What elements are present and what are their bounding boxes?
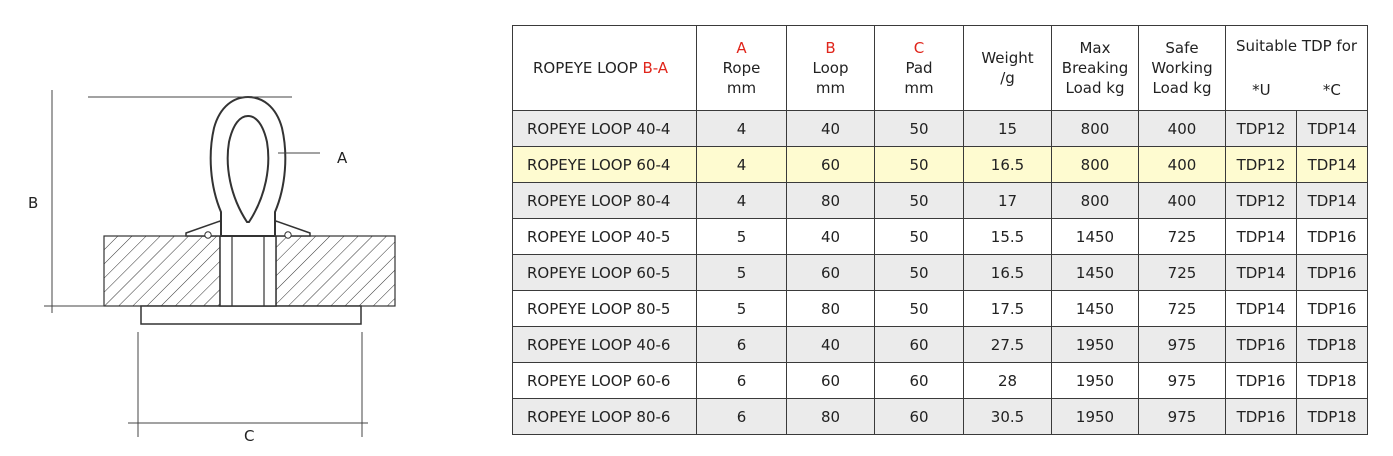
cell-pad: 50 bbox=[875, 219, 964, 255]
cell-model: ROPEYE LOOP 80-5 bbox=[513, 291, 697, 327]
cell-pad: 60 bbox=[875, 327, 964, 363]
cell-tdp-u: TDP14 bbox=[1226, 255, 1297, 291]
cell-model: ROPEYE LOOP 40-6 bbox=[513, 327, 697, 363]
cell-rope: 5 bbox=[697, 291, 787, 327]
pad-plate bbox=[141, 306, 361, 324]
cell-rope: 4 bbox=[697, 147, 787, 183]
cell-tdp-u: TDP12 bbox=[1226, 111, 1297, 147]
spec-table bbox=[512, 25, 1368, 435]
label-b: B bbox=[28, 194, 39, 212]
cell-weight: 28 bbox=[964, 363, 1052, 399]
cell-loop: 80 bbox=[787, 399, 875, 435]
header-tdp-c: *C bbox=[1322, 81, 1341, 99]
table-row bbox=[513, 327, 1368, 363]
cell-loop: 40 bbox=[787, 219, 875, 255]
cell-max-breaking-load: 800 bbox=[1052, 183, 1139, 219]
cell-max-breaking-load: 1450 bbox=[1052, 255, 1139, 291]
table-row bbox=[513, 255, 1368, 291]
cell-tdp-c: TDP14 bbox=[1297, 111, 1368, 147]
cell-safe-working-load: 400 bbox=[1139, 147, 1226, 183]
cell-weight: 17.5 bbox=[964, 291, 1052, 327]
cell-pad: 50 bbox=[875, 147, 964, 183]
cell-weight: 30.5 bbox=[964, 399, 1052, 435]
cell-max-breaking-load: 1950 bbox=[1052, 363, 1139, 399]
cell-max-breaking-load: 1950 bbox=[1052, 327, 1139, 363]
cell-loop: 60 bbox=[787, 147, 875, 183]
cell-safe-working-load: 725 bbox=[1139, 291, 1226, 327]
cell-rope: 4 bbox=[697, 111, 787, 147]
cell-pad: 50 bbox=[875, 255, 964, 291]
cell-model: ROPEYE LOOP 40-5 bbox=[513, 219, 697, 255]
cell-safe-working-load: 725 bbox=[1139, 255, 1226, 291]
cell-model: ROPEYE LOOP 80-4 bbox=[513, 183, 697, 219]
cell-weight: 15.5 bbox=[964, 219, 1052, 255]
label-a: A bbox=[337, 149, 348, 167]
header-row bbox=[513, 26, 1368, 111]
cell-tdp-c: TDP16 bbox=[1297, 219, 1368, 255]
table-row bbox=[513, 291, 1368, 327]
cell-loop: 40 bbox=[787, 111, 875, 147]
table-body bbox=[513, 111, 1368, 435]
table-row bbox=[513, 147, 1368, 183]
cell-loop: 60 bbox=[787, 363, 875, 399]
cell-safe-working-load: 975 bbox=[1139, 399, 1226, 435]
cell-safe-working-load: 400 bbox=[1139, 111, 1226, 147]
table-row bbox=[513, 183, 1368, 219]
cell-safe-working-load: 725 bbox=[1139, 219, 1226, 255]
table-row bbox=[513, 363, 1368, 399]
header-loop: B Loop mm bbox=[787, 26, 875, 111]
cell-pad: 50 bbox=[875, 183, 964, 219]
cell-loop: 80 bbox=[787, 183, 875, 219]
cell-tdp-u: TDP12 bbox=[1226, 147, 1297, 183]
cell-tdp-c: TDP18 bbox=[1297, 363, 1368, 399]
header-rope: A Rope mm bbox=[697, 26, 787, 111]
loop-shank bbox=[220, 236, 276, 306]
cell-safe-working-load: 975 bbox=[1139, 327, 1226, 363]
cell-rope: 6 bbox=[697, 363, 787, 399]
cell-rope: 5 bbox=[697, 219, 787, 255]
cell-loop: 80 bbox=[787, 291, 875, 327]
cell-tdp-c: TDP18 bbox=[1297, 327, 1368, 363]
cell-tdp-u: TDP14 bbox=[1226, 219, 1297, 255]
table-row bbox=[513, 399, 1368, 435]
cell-weight: 17 bbox=[964, 183, 1052, 219]
cell-model: ROPEYE LOOP 60-5 bbox=[513, 255, 697, 291]
cell-max-breaking-load: 1950 bbox=[1052, 399, 1139, 435]
cell-tdp-c: TDP14 bbox=[1297, 147, 1368, 183]
cell-model: ROPEYE LOOP 60-4 bbox=[513, 147, 697, 183]
header-weight: Weight /g bbox=[964, 26, 1052, 111]
header-pad: C Pad mm bbox=[875, 26, 964, 111]
cell-rope: 5 bbox=[697, 255, 787, 291]
cell-tdp-u: TDP16 bbox=[1226, 399, 1297, 435]
header-tdp-u: *U bbox=[1252, 81, 1271, 99]
cell-model: ROPEYE LOOP 60-6 bbox=[513, 363, 697, 399]
cell-tdp-u: TDP12 bbox=[1226, 183, 1297, 219]
cell-tdp-c: TDP16 bbox=[1297, 291, 1368, 327]
label-c: C bbox=[244, 427, 255, 445]
cell-max-breaking-load: 1450 bbox=[1052, 291, 1139, 327]
cell-weight: 27.5 bbox=[964, 327, 1052, 363]
table-row bbox=[513, 111, 1368, 147]
rope-loop bbox=[211, 97, 286, 236]
cell-model: ROPEYE LOOP 80-6 bbox=[513, 399, 697, 435]
cell-tdp-c: TDP16 bbox=[1297, 255, 1368, 291]
cell-model: ROPEYE LOOP 40-4 bbox=[513, 111, 697, 147]
cell-weight: 16.5 bbox=[964, 255, 1052, 291]
table-row bbox=[513, 219, 1368, 255]
cell-loop: 60 bbox=[787, 255, 875, 291]
cell-max-breaking-load: 1450 bbox=[1052, 219, 1139, 255]
header-tdp-title: Suitable TDP for bbox=[1235, 37, 1358, 55]
header-max-breaking-load: Max Breaking Load kg bbox=[1052, 26, 1139, 111]
cell-pad: 50 bbox=[875, 111, 964, 147]
cell-loop: 40 bbox=[787, 327, 875, 363]
cell-tdp-u: TDP16 bbox=[1226, 363, 1297, 399]
cell-safe-working-load: 975 bbox=[1139, 363, 1226, 399]
cell-rope: 6 bbox=[697, 399, 787, 435]
cell-weight: 15 bbox=[964, 111, 1052, 147]
cell-safe-working-load: 400 bbox=[1139, 183, 1226, 219]
cell-weight: 16.5 bbox=[964, 147, 1052, 183]
header-suitable-tdp bbox=[1226, 26, 1368, 111]
cell-tdp-u: TDP16 bbox=[1226, 327, 1297, 363]
cell-tdp-u: TDP14 bbox=[1226, 291, 1297, 327]
cell-pad: 50 bbox=[875, 291, 964, 327]
ropeye-loop-diagram bbox=[0, 0, 500, 456]
cell-max-breaking-load: 800 bbox=[1052, 147, 1139, 183]
cell-rope: 6 bbox=[697, 327, 787, 363]
cell-pad: 60 bbox=[875, 399, 964, 435]
header-model: ROPEYE LOOP B-A bbox=[513, 26, 697, 111]
cell-pad: 60 bbox=[875, 363, 964, 399]
cell-tdp-c: TDP14 bbox=[1297, 183, 1368, 219]
cell-rope: 4 bbox=[697, 183, 787, 219]
cell-max-breaking-load: 800 bbox=[1052, 111, 1139, 147]
header-safe-working-load: Safe Working Load kg bbox=[1139, 26, 1226, 111]
cell-tdp-c: TDP18 bbox=[1297, 399, 1368, 435]
